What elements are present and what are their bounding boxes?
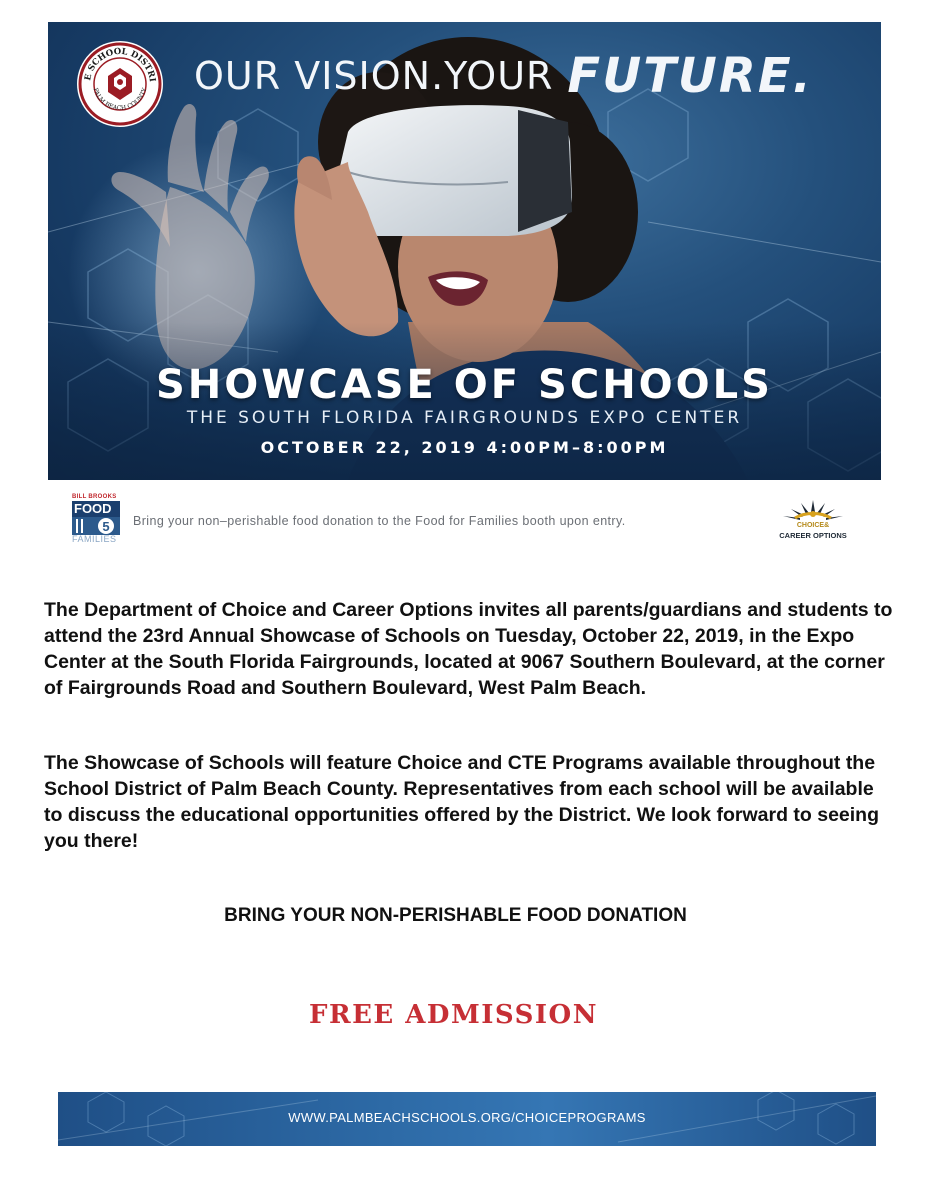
choice-career-options-logo (775, 496, 851, 544)
food-logo-food: FOOD (72, 501, 120, 517)
svg-text:5: 5 (102, 519, 110, 534)
event-datetime: OCTOBER 22, 2019 4:00PM–8:00PM (260, 438, 669, 457)
food-logo-families: FAMILIES (72, 534, 117, 544)
food-donation-note: Bring your non–perishable food donation to the Food for Families booth upon entry. (133, 514, 626, 528)
footer-banner (58, 1092, 876, 1146)
event-venue: THE SOUTH FLORIDA FAIRGROUNDS EXPO CENTER (186, 408, 743, 428)
event-title: SHOWCASE OF SCHOOLS (156, 362, 773, 408)
sunburst-icon (781, 496, 845, 522)
tagline-light: OUR VISION.YOUR (194, 54, 554, 98)
hero-banner (48, 22, 881, 480)
bring-donation-heading: BRING YOUR NON-PERISHABLE FOOD DONATION (224, 905, 687, 926)
district-seal-logo (76, 40, 164, 128)
cco-logo-line1: CHOICE& (796, 522, 830, 529)
free-admission-heading: FREE ADMISSION (309, 1000, 598, 1030)
svg-text:THE SCHOOL DISTRICT: E SCHOOL DISTRI (83, 46, 157, 83)
tagline (194, 48, 874, 118)
food-logo-sponsor: BILL BROOKS (72, 494, 117, 500)
district-seal-icon (76, 40, 164, 128)
svg-text:PALM BEACH COUNTY: PALM BEACH COUNTY (91, 87, 149, 112)
programs-paragraph: The Showcase of Schools will feature Choice and CTE Programs available throughout the School District of Palm Beach County. Representatives from each school will be available to discuss the educational opportunities offered by the District. We look forward to seeing you there! (44, 752, 879, 852)
food-logo-fork-icon (72, 517, 120, 535)
invitation-paragraph: The Department of Choice and Career Options invites all parents/guardians and students to attend the 23rd Annual Showcase of Schools on Tuesday, October 22, 2019, in the Expo Center at the South Florida Fairgrounds, located at 9067 Southern Boulevard, at the corner of Fairgrounds Road and Southern Boulevard, West Palm Beach. (44, 599, 893, 699)
tagline-bold: FUTURE. (567, 48, 813, 104)
cco-logo-line2: CAREER OPTIONS (779, 531, 847, 540)
food-for-families-logo (72, 494, 120, 548)
footer-url-link[interactable]: WWW.PALMBEACHSCHOOLS.ORG/CHOICEPROGRAMS (288, 1110, 646, 1125)
